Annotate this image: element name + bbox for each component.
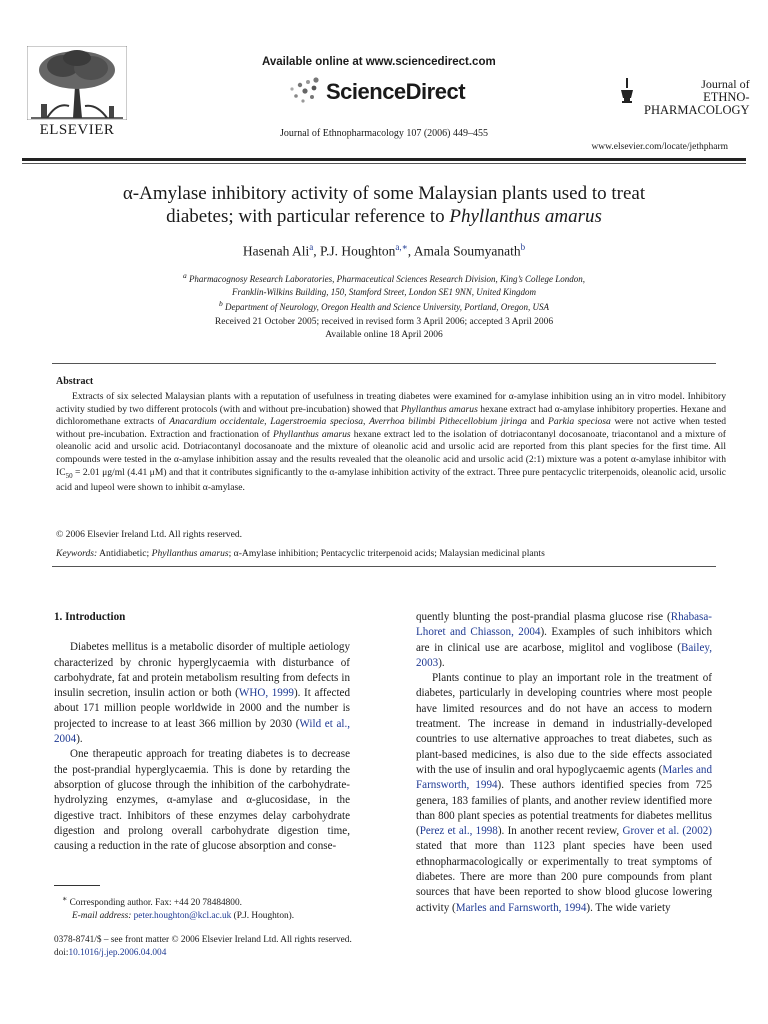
issn-line: 0378-8741/$ – see front matter © 2006 Elsevier Ireland Ltd. All rights reserved. xyxy=(54,935,352,945)
dates-online: Available online 18 April 2006 xyxy=(325,330,443,340)
footnote-corr: Corresponding author. Fax: +44 20 78484800. xyxy=(67,898,242,909)
affil-b-line: Department of Neurology, Oregon Health and Science University, Portland, Oregon, USA xyxy=(225,302,549,312)
author-list: Hasenah Ali$^a$, P.J. Houghton$^{a,∗}$, Amala Soumyanath$^b$ xyxy=(242,242,526,259)
article-dates xyxy=(0,316,768,342)
doi-link[interactable]: 10.1016/j.jep.2006.04.004 xyxy=(68,948,167,958)
journal-url[interactable]: www.elsevier.com/locate/jethpharm xyxy=(591,142,728,152)
footnote-rule xyxy=(54,885,100,886)
author-3-affil[interactable]: b xyxy=(520,242,526,252)
affil-a-line2: Franklin-Wilkins Building, 150, Stamford Street, London SE1 9NN, United Kingdom xyxy=(231,286,537,297)
footnote-mark: ∗ xyxy=(62,894,68,903)
ref-grover-2002[interactable]: Grover et al. (2002) xyxy=(622,825,713,838)
sciencedirect-wordmark: ScienceDirect xyxy=(326,79,466,104)
issn-doi: 0378-8741/$ – see front matter © 2006 Elsevier Ireland Ltd. All rights reserved. doi:10.1016/j.jep.2006.04.004 xyxy=(54,935,352,958)
article-title xyxy=(30,182,738,228)
abstract-heading: Abstract xyxy=(56,376,94,387)
elsevier-logo xyxy=(22,46,132,138)
header-rule-thick xyxy=(22,158,746,161)
journal-logo xyxy=(620,77,750,128)
dates-received: Received 21 October 2005; received in revised form 3 April 2006; accepted 3 April 2006 xyxy=(214,317,554,327)
title-line2-prefix: diabetes; with particular reference to xyxy=(166,206,450,227)
ref-rhabasa-2004[interactable]: Rhabasa-Lhoret and Chiasson, 2004 xyxy=(416,611,712,639)
ref-perez-1998[interactable]: Perez et al., 1998 xyxy=(419,825,498,838)
author-3: Amala Soumyanath xyxy=(413,243,521,259)
ref-marles-1994-a[interactable]: Marles and Farnsworth, 1994 xyxy=(416,763,712,792)
ref-bailey-2003[interactable]: Bailey, 2003 xyxy=(416,641,712,669)
affil-b-mark: b xyxy=(219,299,223,308)
body-column-right xyxy=(416,610,712,916)
corresponding-author-footnote: ∗ Corresponding author. Fax: +44 20 78484800. E-mail address: peter.houghton@kcl.ac.uk (P.J. Houghton). xyxy=(62,894,295,921)
publisher-name: ELSEVIER xyxy=(39,122,115,138)
title-line1: α-Amylase inhibitory activity of some Malaysian plants used to treat xyxy=(122,183,646,204)
abstract-text: Extracts of six selected Malaysian plants with a reputation of usefulness in treating diabetes were examined for α-amylase inhibition using an in vitro model. Inhibitory activity studied by two different protocols (with and without pre-incubation) showed that Phyllanthus amarus hexane extract had α-amylase inhibitory properties. Hexane and dichloromethane extracts of Anacardium occidentale, Lagerstroemia speciosa, Averrhoa bilimbi Pithecellobium jiringa and Parkia speciosa were not active when tested without pre-incubation. Extraction and fractionation of Phyllanthus amarus hexane extract led to the isolation of dotriacontanyl docosanoate, triacontanol and a mixture of oleanolic acid and ursolic acid. Dotriacontanyl docosanoate and the mixture of oleanolic acid and ursolic acid are reported from this plant species for the first time. All compounds were tested in the α-amylase inhibition assay and the results revealed that the oleanolic acid and ursolic acid (2:1) mixture was a potent α-amylase inhibitor with $IC_{50} = 2.01$ μg/ml (4.41 μM) and that it contributes significantly to the α-amylase inhibition activity of the extract. Three pure pentacyclic triterpenoids, oleanolic acid, ursolic acid and lupeol were shown to inhibit α-amylase. xyxy=(56,391,726,494)
journal-logo-line3: PHARMACOLOGY xyxy=(644,103,750,117)
affil-a-line1: Pharmacognosy Research Laboratories, Pharmaceutical Sciences Research Division, King’s College London, xyxy=(188,274,586,284)
available-online[interactable]: Available online at www.sciencedirect.com xyxy=(262,56,496,68)
title-species: Phyllanthus amarus xyxy=(449,206,602,227)
intro-paragraph-1: Diabetes mellitus is a metabolic disorder of multiple aetiology characterized by chronic hyperglycaemia with disturbance of carbohydrate, fat and protein metabolism resulting from defects in insulin secretion, insulin action or both (WHO, 1999). It affected about 171 million people worldwide in 2000 and the number is projected to increase to at least 366 million by 2030 (Wild et al., 2004). xyxy=(54,641,351,746)
journal-logo-line1: Journal of xyxy=(701,77,750,91)
intro-paragraph-2: One therapeutic approach for treating diabetes is to decrease the post-prandial hyperglycaemia. This is done by retarding the absorption of glucose through the inhibition of the carbohydrate-hydrolyzing enzymes, α-amylase and α-glucosidase, in the digestive tract. Inhibitors of these enzymes delay carbohydrate digestion and prolong overall carbohydrate digestion time, causing a reduction in the rate of glucose absorption and conse- xyxy=(54,748,350,853)
intro-paragraph-3: Plants continue to play an important role in the treatment of diabetes, particularly in developing countries where most people have limited resources and do not have an access to modern treatment. The increase in demand in industrially-developed countries to use alternative approaches to treat diabetes, such as plant-based medicines, is also due to the side effects associated with the use of insulin and oral hypoglycaemic agents (Marles and Farnsworth, 1994). These authors identified species from 725 genera, 183 families of plants, and another review identified more than 800 plant species as potential treatments for diabetes mellitus (Perez et al., 1998). In another recent review, Grover et al. (2002) stated that more than 1123 plant species have been used ethnopharmacologically or experimentally to treat symptoms of diabetes. There are more than 200 pure compounds from plant sources that have been reported to show blood glucose lowering activity (Marles and Farnsworth, 1994). The wide variety xyxy=(416,672,713,914)
ref-who-1999[interactable]: WHO, 1999 xyxy=(238,687,294,700)
mortar-pestle-icon xyxy=(620,78,634,104)
author-1-affil[interactable]: a xyxy=(309,242,314,252)
body-column-left xyxy=(54,610,350,854)
keywords: Keywords: Antidiabetic; Phyllanthus amarus; α-Amylase inhibition; Pentacyclic triterpenoid acids; Malaysian medicinal plants xyxy=(56,548,545,559)
abstract-rule-top xyxy=(52,363,716,364)
author-2-affil[interactable]: a,∗ xyxy=(395,242,408,252)
ref-wild-2004[interactable]: Wild et al., 2004 xyxy=(54,717,351,746)
sciencedirect-logo[interactable] xyxy=(286,76,476,110)
author-2: P.J. Houghton xyxy=(319,243,396,259)
author-1: Hasenah Ali xyxy=(242,243,310,259)
sciencedirect-dots-icon xyxy=(286,76,322,106)
journal-citation: Journal of Ethnopharmacology 107 (2006) 449–455 xyxy=(279,128,489,139)
section-heading-introduction: 1. Introduction xyxy=(54,611,126,623)
keywords-label: Keywords: xyxy=(56,548,98,559)
ref-marles-1994-b[interactable]: Marles and Farnsworth, 1994 xyxy=(455,901,587,914)
header-rule-thin xyxy=(22,163,746,164)
copyright-line: © 2006 Elsevier Ireland Ltd. All rights reserved. xyxy=(56,529,243,540)
affil-a-mark: a xyxy=(182,271,187,280)
affiliations xyxy=(0,270,768,314)
intro-paragraph-2-cont: quently blunting the post-prandial plasma glucose rise (Rhabasa-Lhoret and Chiasson, 2004). Examples of such inhibitors which are in clinical use are acarbose, miglitol and voglibose (Bailey, 2003). xyxy=(416,611,712,669)
email-link[interactable]: peter.houghton@kcl.ac.uk xyxy=(133,910,232,921)
journal-logo-line2: ETHNO- xyxy=(703,90,750,104)
elsevier-tree-icon xyxy=(27,46,127,120)
keywords-rule xyxy=(52,566,716,567)
email-label: E-mail address: xyxy=(72,910,132,921)
